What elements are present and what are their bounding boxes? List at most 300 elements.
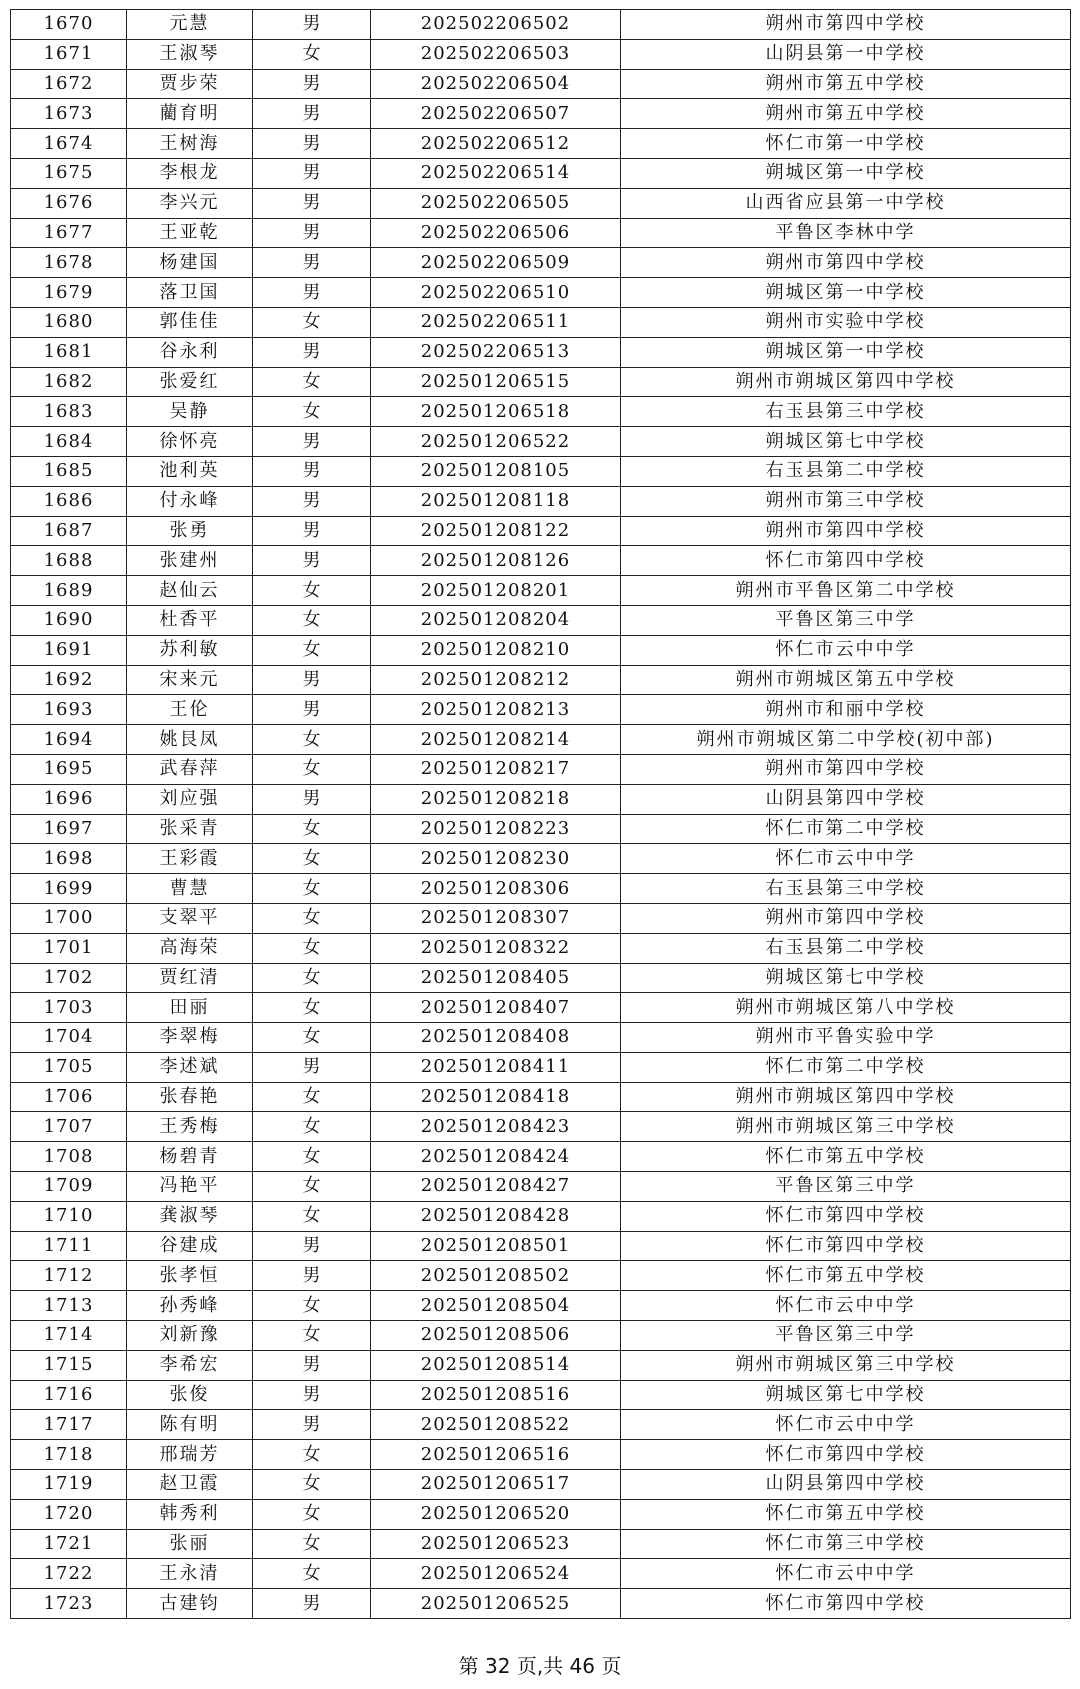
exam-id-cell: 202501208105	[371, 456, 621, 486]
exam-id-cell: 202502206514	[371, 158, 621, 188]
school-cell: 朔州市和丽中学校	[621, 695, 1071, 725]
school-cell: 平鲁区李林中学	[621, 218, 1071, 248]
gender-cell: 女	[253, 39, 371, 69]
exam-id-cell: 202502206505	[371, 188, 621, 218]
row-number: 1684	[11, 427, 127, 457]
exam-id-cell: 202501208506	[371, 1321, 621, 1351]
gender-cell: 男	[253, 1052, 371, 1082]
name-cell: 李兴元	[127, 188, 253, 218]
school-cell: 怀仁市云中中学	[621, 1559, 1071, 1589]
table-row	[11, 1023, 1071, 1053]
name-cell: 贾步荣	[127, 69, 253, 99]
name-cell: 姚艮凤	[127, 725, 253, 755]
school-cell: 朔州市第四中学校	[621, 754, 1071, 784]
name-cell: 李希宏	[127, 1350, 253, 1380]
row-number: 1698	[11, 844, 127, 874]
row-number: 1697	[11, 814, 127, 844]
name-cell: 谷永利	[127, 337, 253, 367]
name-cell: 王伦	[127, 695, 253, 725]
name-cell: 李翠梅	[127, 1023, 253, 1053]
table-row	[11, 1350, 1071, 1380]
school-cell: 朔州市朔城区第三中学校	[621, 1350, 1071, 1380]
table-row	[11, 1589, 1071, 1619]
school-cell: 怀仁市第四中学校	[621, 1589, 1071, 1619]
exam-id-cell: 202501208223	[371, 814, 621, 844]
name-cell: 高海荣	[127, 933, 253, 963]
school-cell: 平鲁区第三中学	[621, 605, 1071, 635]
gender-cell: 男	[253, 1231, 371, 1261]
exam-id-cell: 202501208204	[371, 605, 621, 635]
roster-table	[10, 9, 1071, 1619]
row-number: 1700	[11, 903, 127, 933]
table-row	[11, 1112, 1071, 1142]
row-number: 1670	[11, 10, 127, 40]
row-number: 1719	[11, 1470, 127, 1500]
table-row	[11, 69, 1071, 99]
exam-id-cell: 202502206510	[371, 278, 621, 308]
name-cell: 王亚乾	[127, 218, 253, 248]
exam-id-cell: 202501208230	[371, 844, 621, 874]
exam-id-cell: 202501208514	[371, 1350, 621, 1380]
table-row	[11, 486, 1071, 516]
row-number: 1682	[11, 367, 127, 397]
name-cell: 韩秀利	[127, 1499, 253, 1529]
school-cell: 朔州市第三中学校	[621, 486, 1071, 516]
school-cell: 朔州市朔城区第三中学校	[621, 1112, 1071, 1142]
name-cell: 吴静	[127, 397, 253, 427]
gender-cell: 男	[253, 218, 371, 248]
school-cell: 朔州市平鲁区第二中学校	[621, 576, 1071, 606]
school-cell: 怀仁市第五中学校	[621, 1142, 1071, 1172]
row-number: 1703	[11, 993, 127, 1023]
gender-cell: 女	[253, 1082, 371, 1112]
row-number: 1722	[11, 1559, 127, 1589]
gender-cell: 女	[253, 903, 371, 933]
name-cell: 陈有明	[127, 1410, 253, 1440]
gender-cell: 女	[253, 1499, 371, 1529]
gender-cell: 女	[253, 1023, 371, 1053]
row-number: 1704	[11, 1023, 127, 1053]
school-cell: 平鲁区第三中学	[621, 1321, 1071, 1351]
exam-id-cell: 202501208408	[371, 1023, 621, 1053]
table-row	[11, 754, 1071, 784]
row-number: 1701	[11, 933, 127, 963]
gender-cell: 女	[253, 1201, 371, 1231]
gender-cell: 男	[253, 1261, 371, 1291]
table-row	[11, 1142, 1071, 1172]
row-number: 1685	[11, 456, 127, 486]
exam-id-cell: 202502206511	[371, 307, 621, 337]
name-cell: 宋来元	[127, 665, 253, 695]
exam-id-cell: 202501208306	[371, 874, 621, 904]
table-row	[11, 1321, 1071, 1351]
row-number: 1687	[11, 516, 127, 546]
gender-cell: 女	[253, 754, 371, 784]
school-cell: 怀仁市第四中学校	[621, 1440, 1071, 1470]
name-cell: 谷建成	[127, 1231, 253, 1261]
row-number: 1673	[11, 99, 127, 129]
table-row	[11, 725, 1071, 755]
table-row	[11, 158, 1071, 188]
name-cell: 刘新豫	[127, 1321, 253, 1351]
name-cell: 田丽	[127, 993, 253, 1023]
row-number: 1713	[11, 1291, 127, 1321]
school-cell: 山西省应县第一中学校	[621, 188, 1071, 218]
gender-cell: 女	[253, 1559, 371, 1589]
row-number: 1710	[11, 1201, 127, 1231]
name-cell: 元慧	[127, 10, 253, 40]
exam-id-cell: 202501208423	[371, 1112, 621, 1142]
row-number: 1712	[11, 1261, 127, 1291]
school-cell: 朔州市第五中学校	[621, 99, 1071, 129]
row-number: 1702	[11, 963, 127, 993]
school-cell: 朔州市第四中学校	[621, 903, 1071, 933]
gender-cell: 男	[253, 1380, 371, 1410]
gender-cell: 女	[253, 307, 371, 337]
row-number: 1671	[11, 39, 127, 69]
exam-id-cell: 202501206522	[371, 427, 621, 457]
school-cell: 平鲁区第三中学	[621, 1172, 1071, 1202]
gender-cell: 女	[253, 1529, 371, 1559]
school-cell: 朔城区第一中学校	[621, 337, 1071, 367]
name-cell: 杨建国	[127, 248, 253, 278]
table-row	[11, 635, 1071, 665]
table-row	[11, 1052, 1071, 1082]
gender-cell: 男	[253, 248, 371, 278]
exam-id-cell: 202502206502	[371, 10, 621, 40]
page-footer: 第 32 页,共 46 页	[458, 1654, 622, 1678]
exam-id-cell: 202501208307	[371, 903, 621, 933]
school-cell: 朔州市第四中学校	[621, 516, 1071, 546]
exam-id-cell: 202501206516	[371, 1440, 621, 1470]
table-row	[11, 814, 1071, 844]
row-number: 1678	[11, 248, 127, 278]
school-cell: 怀仁市云中中学	[621, 844, 1071, 874]
school-cell: 怀仁市第四中学校	[621, 1231, 1071, 1261]
name-cell: 冯艳平	[127, 1172, 253, 1202]
name-cell: 落卫国	[127, 278, 253, 308]
name-cell: 王秀梅	[127, 1112, 253, 1142]
gender-cell: 男	[253, 1410, 371, 1440]
table-row	[11, 10, 1071, 40]
gender-cell: 男	[253, 10, 371, 40]
gender-cell: 女	[253, 814, 371, 844]
exam-id-cell: 202501208411	[371, 1052, 621, 1082]
name-cell: 张俊	[127, 1380, 253, 1410]
table-row	[11, 218, 1071, 248]
row-number: 1690	[11, 605, 127, 635]
row-number: 1705	[11, 1052, 127, 1082]
row-number: 1718	[11, 1440, 127, 1470]
school-cell: 右玉县第三中学校	[621, 397, 1071, 427]
school-cell: 怀仁市云中中学	[621, 1410, 1071, 1440]
school-cell: 怀仁市云中中学	[621, 1291, 1071, 1321]
table-row	[11, 516, 1071, 546]
table-row	[11, 1172, 1071, 1202]
row-number: 1694	[11, 725, 127, 755]
name-cell: 赵卫霞	[127, 1470, 253, 1500]
table-row	[11, 1380, 1071, 1410]
name-cell: 张春艳	[127, 1082, 253, 1112]
exam-id-cell: 202501208424	[371, 1142, 621, 1172]
name-cell: 张建州	[127, 546, 253, 576]
name-cell: 孙秀峰	[127, 1291, 253, 1321]
exam-id-cell: 202501208201	[371, 576, 621, 606]
gender-cell: 女	[253, 397, 371, 427]
gender-cell: 男	[253, 158, 371, 188]
school-cell: 朔城区第七中学校	[621, 427, 1071, 457]
exam-id-cell: 202501208210	[371, 635, 621, 665]
school-cell: 怀仁市第四中学校	[621, 1201, 1071, 1231]
gender-cell: 男	[253, 695, 371, 725]
school-cell: 朔州市朔城区第八中学校	[621, 993, 1071, 1023]
exam-id-cell: 202502206513	[371, 337, 621, 367]
name-cell: 李根龙	[127, 158, 253, 188]
gender-cell: 女	[253, 635, 371, 665]
exam-id-cell: 202501208418	[371, 1082, 621, 1112]
name-cell: 龚淑琴	[127, 1201, 253, 1231]
row-number: 1699	[11, 874, 127, 904]
gender-cell: 女	[253, 725, 371, 755]
gender-cell: 女	[253, 1291, 371, 1321]
gender-cell: 男	[253, 99, 371, 129]
school-cell: 右玉县第二中学校	[621, 456, 1071, 486]
exam-id-cell: 202501208118	[371, 486, 621, 516]
gender-cell: 男	[253, 516, 371, 546]
gender-cell: 男	[253, 784, 371, 814]
name-cell: 王永清	[127, 1559, 253, 1589]
row-number: 1706	[11, 1082, 127, 1112]
table-row	[11, 367, 1071, 397]
table-row	[11, 605, 1071, 635]
exam-id-cell: 202501208504	[371, 1291, 621, 1321]
school-cell: 山阴县第一中学校	[621, 39, 1071, 69]
table-row	[11, 874, 1071, 904]
row-number: 1676	[11, 188, 127, 218]
gender-cell: 女	[253, 963, 371, 993]
school-cell: 朔州市朔城区第二中学校(初中部)	[621, 725, 1071, 755]
table-row	[11, 1082, 1071, 1112]
exam-id-cell: 202501208217	[371, 754, 621, 784]
gender-cell: 女	[253, 605, 371, 635]
gender-cell: 女	[253, 1172, 371, 1202]
name-cell: 王彩霞	[127, 844, 253, 874]
row-number: 1723	[11, 1589, 127, 1619]
school-cell: 怀仁市第二中学校	[621, 814, 1071, 844]
table-row	[11, 1261, 1071, 1291]
school-cell: 朔州市实验中学校	[621, 307, 1071, 337]
table-row	[11, 695, 1071, 725]
gender-cell: 女	[253, 367, 371, 397]
row-number: 1721	[11, 1529, 127, 1559]
table-row	[11, 1499, 1071, 1529]
table-row	[11, 903, 1071, 933]
gender-cell: 男	[253, 337, 371, 367]
table-row	[11, 1529, 1071, 1559]
exam-id-cell: 202501208322	[371, 933, 621, 963]
exam-id-cell: 202501208218	[371, 784, 621, 814]
exam-id-cell: 202501208212	[371, 665, 621, 695]
exam-id-cell: 202501208214	[371, 725, 621, 755]
row-number: 1696	[11, 784, 127, 814]
exam-id-cell: 202501208428	[371, 1201, 621, 1231]
name-cell: 张爱红	[127, 367, 253, 397]
exam-id-cell: 202501206517	[371, 1470, 621, 1500]
row-number: 1709	[11, 1172, 127, 1202]
school-cell: 怀仁市第一中学校	[621, 129, 1071, 159]
exam-id-cell: 202502206509	[371, 248, 621, 278]
table-row	[11, 1410, 1071, 1440]
gender-cell: 男	[253, 1350, 371, 1380]
exam-id-cell: 202501206518	[371, 397, 621, 427]
row-number: 1716	[11, 1380, 127, 1410]
row-number: 1680	[11, 307, 127, 337]
table-row	[11, 784, 1071, 814]
name-cell: 张采青	[127, 814, 253, 844]
school-cell: 怀仁市第五中学校	[621, 1261, 1071, 1291]
gender-cell: 女	[253, 933, 371, 963]
name-cell: 藺育明	[127, 99, 253, 129]
school-cell: 怀仁市第三中学校	[621, 1529, 1071, 1559]
name-cell: 支翠平	[127, 903, 253, 933]
row-number: 1715	[11, 1350, 127, 1380]
exam-id-cell: 202501206525	[371, 1589, 621, 1619]
table-row	[11, 337, 1071, 367]
table-row	[11, 963, 1071, 993]
table-row	[11, 1470, 1071, 1500]
name-cell: 杨碧青	[127, 1142, 253, 1172]
table-row	[11, 129, 1071, 159]
school-cell: 朔州市朔城区第四中学校	[621, 367, 1071, 397]
table-row	[11, 1201, 1071, 1231]
name-cell: 张勇	[127, 516, 253, 546]
table-row	[11, 278, 1071, 308]
school-cell: 朔城区第一中学校	[621, 158, 1071, 188]
gender-cell: 男	[253, 278, 371, 308]
school-cell: 怀仁市第五中学校	[621, 1499, 1071, 1529]
gender-cell: 男	[253, 427, 371, 457]
name-cell: 古建钧	[127, 1589, 253, 1619]
table-row	[11, 456, 1071, 486]
name-cell: 邢瑞芳	[127, 1440, 253, 1470]
name-cell: 刘应强	[127, 784, 253, 814]
row-number: 1720	[11, 1499, 127, 1529]
row-number: 1689	[11, 576, 127, 606]
row-number: 1677	[11, 218, 127, 248]
school-cell: 朔州市朔城区第五中学校	[621, 665, 1071, 695]
row-number: 1692	[11, 665, 127, 695]
table-row	[11, 844, 1071, 874]
row-number: 1717	[11, 1410, 127, 1440]
exam-id-cell: 202501208126	[371, 546, 621, 576]
gender-cell: 女	[253, 874, 371, 904]
row-number: 1711	[11, 1231, 127, 1261]
name-cell: 曹慧	[127, 874, 253, 904]
exam-id-cell: 202501208501	[371, 1231, 621, 1261]
table-row	[11, 248, 1071, 278]
table-row	[11, 993, 1071, 1023]
school-cell: 怀仁市第四中学校	[621, 546, 1071, 576]
table-row	[11, 188, 1071, 218]
exam-id-cell: 202501208213	[371, 695, 621, 725]
school-cell: 右玉县第二中学校	[621, 933, 1071, 963]
exam-id-cell: 202501206524	[371, 1559, 621, 1589]
name-cell: 李述斌	[127, 1052, 253, 1082]
name-cell: 王树海	[127, 129, 253, 159]
exam-id-cell: 202501208122	[371, 516, 621, 546]
table-row	[11, 933, 1071, 963]
roster-sheet	[10, 9, 1071, 1619]
row-number: 1672	[11, 69, 127, 99]
exam-id-cell: 202501208522	[371, 1410, 621, 1440]
row-number: 1691	[11, 635, 127, 665]
row-number: 1686	[11, 486, 127, 516]
row-number: 1707	[11, 1112, 127, 1142]
table-row	[11, 1291, 1071, 1321]
gender-cell: 男	[253, 456, 371, 486]
gender-cell: 男	[253, 546, 371, 576]
name-cell: 张丽	[127, 1529, 253, 1559]
gender-cell: 女	[253, 844, 371, 874]
table-row	[11, 1440, 1071, 1470]
row-number: 1681	[11, 337, 127, 367]
gender-cell: 女	[253, 1470, 371, 1500]
school-cell: 山阴县第四中学校	[621, 784, 1071, 814]
exam-id-cell: 202502206504	[371, 69, 621, 99]
gender-cell: 女	[253, 1142, 371, 1172]
row-number: 1675	[11, 158, 127, 188]
exam-id-cell: 202501208502	[371, 1261, 621, 1291]
table-row	[11, 665, 1071, 695]
gender-cell: 男	[253, 665, 371, 695]
name-cell: 付永峰	[127, 486, 253, 516]
school-cell: 怀仁市第二中学校	[621, 1052, 1071, 1082]
name-cell: 武春萍	[127, 754, 253, 784]
exam-id-cell: 202502206506	[371, 218, 621, 248]
school-cell: 朔州市朔城区第四中学校	[621, 1082, 1071, 1112]
table-row	[11, 1559, 1071, 1589]
school-cell: 朔城区第七中学校	[621, 963, 1071, 993]
school-cell: 朔州市平鲁实验中学	[621, 1023, 1071, 1053]
school-cell: 山阴县第四中学校	[621, 1470, 1071, 1500]
row-number: 1693	[11, 695, 127, 725]
name-cell: 郭佳佳	[127, 307, 253, 337]
exam-id-cell: 202501206523	[371, 1529, 621, 1559]
exam-id-cell: 202501206515	[371, 367, 621, 397]
gender-cell: 男	[253, 69, 371, 99]
school-cell: 朔城区第一中学校	[621, 278, 1071, 308]
name-cell: 张孝恒	[127, 1261, 253, 1291]
gender-cell: 女	[253, 1112, 371, 1142]
school-cell: 朔州市第四中学校	[621, 10, 1071, 40]
school-cell: 怀仁市云中中学	[621, 635, 1071, 665]
row-number: 1688	[11, 546, 127, 576]
exam-id-cell: 202501208516	[371, 1380, 621, 1410]
gender-cell: 女	[253, 993, 371, 1023]
school-cell: 朔州市第五中学校	[621, 69, 1071, 99]
exam-id-cell: 202501206520	[371, 1499, 621, 1529]
name-cell: 杜香平	[127, 605, 253, 635]
gender-cell: 女	[253, 1440, 371, 1470]
table-row	[11, 397, 1071, 427]
school-cell: 右玉县第三中学校	[621, 874, 1071, 904]
gender-cell: 男	[253, 486, 371, 516]
row-number: 1714	[11, 1321, 127, 1351]
table-row	[11, 546, 1071, 576]
name-cell: 贾红清	[127, 963, 253, 993]
table-row	[11, 576, 1071, 606]
roster-table-body	[11, 10, 1071, 1619]
